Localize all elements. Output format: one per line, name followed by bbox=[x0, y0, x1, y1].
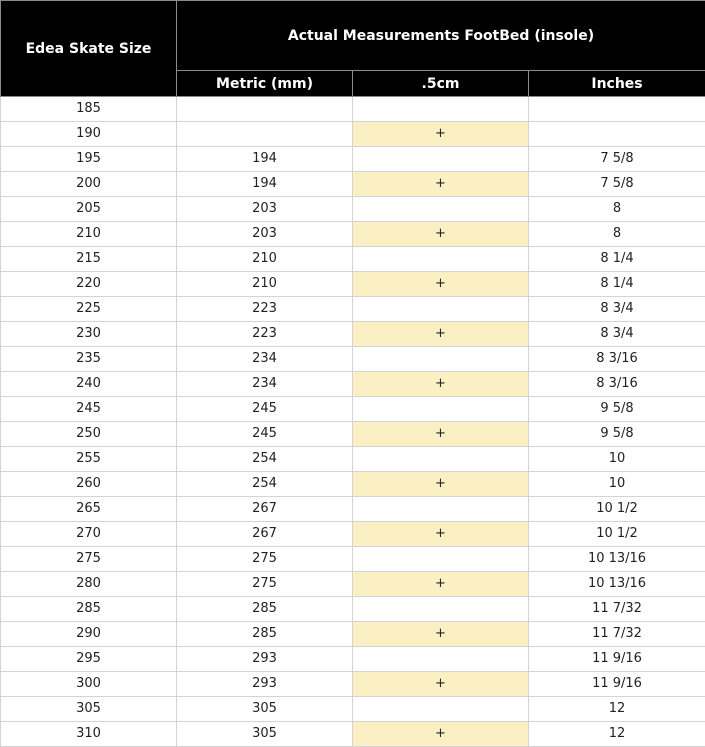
table-row bbox=[1, 697, 705, 722]
inches-cell: 7 5/8 bbox=[529, 172, 705, 197]
size-cell: 200 bbox=[1, 172, 177, 197]
metric-cell: 267 bbox=[177, 522, 353, 547]
inches-cell: 9 5/8 bbox=[529, 422, 705, 447]
inches-cell: 8 1/4 bbox=[529, 272, 705, 297]
metric-cell: 245 bbox=[177, 422, 353, 447]
half-cm-cell bbox=[353, 697, 529, 722]
half-cm-cell: + bbox=[353, 222, 529, 247]
inches-cell: 10 bbox=[529, 472, 705, 497]
skate-size-header: Edea Skate Size bbox=[1, 1, 177, 97]
metric-cell: 254 bbox=[177, 447, 353, 472]
size-cell: 280 bbox=[1, 572, 177, 597]
metric-cell: 245 bbox=[177, 397, 353, 422]
inches-cell: 8 3/16 bbox=[529, 347, 705, 372]
metric-cell: 234 bbox=[177, 347, 353, 372]
inches-cell: 10 13/16 bbox=[529, 547, 705, 572]
size-cell: 225 bbox=[1, 297, 177, 322]
metric-cell bbox=[177, 97, 353, 122]
metric-cell: 194 bbox=[177, 147, 353, 172]
size-cell: 260 bbox=[1, 472, 177, 497]
table-body bbox=[1, 97, 705, 747]
metric-cell: 267 bbox=[177, 497, 353, 522]
measurements-group-header: Actual Measurements FootBed (insole) bbox=[177, 1, 705, 71]
metric-cell: 275 bbox=[177, 572, 353, 597]
half-cm-cell bbox=[353, 197, 529, 222]
half-cm-cell: + bbox=[353, 322, 529, 347]
metric-cell: 194 bbox=[177, 172, 353, 197]
table-row bbox=[1, 547, 705, 572]
half-cm-cell bbox=[353, 347, 529, 372]
size-cell: 190 bbox=[1, 122, 177, 147]
table-row bbox=[1, 122, 705, 147]
table-row bbox=[1, 372, 705, 397]
half-cm-cell bbox=[353, 497, 529, 522]
size-cell: 210 bbox=[1, 222, 177, 247]
metric-cell: 285 bbox=[177, 622, 353, 647]
size-cell: 305 bbox=[1, 697, 177, 722]
inches-cell: 12 bbox=[529, 722, 705, 747]
inches-cell bbox=[529, 97, 705, 122]
size-cell: 230 bbox=[1, 322, 177, 347]
size-cell: 205 bbox=[1, 197, 177, 222]
half-cm-cell bbox=[353, 647, 529, 672]
inches-cell: 11 9/16 bbox=[529, 647, 705, 672]
size-cell: 310 bbox=[1, 722, 177, 747]
inches-cell: 10 bbox=[529, 447, 705, 472]
metric-cell bbox=[177, 122, 353, 147]
table-row bbox=[1, 197, 705, 222]
table-row bbox=[1, 147, 705, 172]
metric-cell: 210 bbox=[177, 272, 353, 297]
inches-cell: 10 1/2 bbox=[529, 497, 705, 522]
size-cell: 270 bbox=[1, 522, 177, 547]
half-cm-cell: + bbox=[353, 622, 529, 647]
table-row bbox=[1, 422, 705, 447]
inches-cell: 11 7/32 bbox=[529, 622, 705, 647]
half-cm-cell: + bbox=[353, 722, 529, 747]
size-cell: 285 bbox=[1, 597, 177, 622]
half-cm-cell bbox=[353, 247, 529, 272]
metric-cell: 223 bbox=[177, 322, 353, 347]
metric-header: Metric (mm) bbox=[177, 71, 353, 97]
table-row bbox=[1, 97, 705, 122]
size-cell: 255 bbox=[1, 447, 177, 472]
half-cm-cell bbox=[353, 447, 529, 472]
table-row bbox=[1, 597, 705, 622]
half-cm-cell: + bbox=[353, 422, 529, 447]
size-cell: 220 bbox=[1, 272, 177, 297]
size-cell: 250 bbox=[1, 422, 177, 447]
inches-cell: 8 3/16 bbox=[529, 372, 705, 397]
inches-header: Inches bbox=[529, 71, 705, 97]
metric-cell: 285 bbox=[177, 597, 353, 622]
size-cell: 215 bbox=[1, 247, 177, 272]
inches-cell: 8 3/4 bbox=[529, 322, 705, 347]
table-row bbox=[1, 322, 705, 347]
size-cell: 185 bbox=[1, 97, 177, 122]
half-cm-cell bbox=[353, 297, 529, 322]
half-cm-cell: + bbox=[353, 272, 529, 297]
metric-cell: 275 bbox=[177, 547, 353, 572]
table-row bbox=[1, 572, 705, 597]
metric-cell: 305 bbox=[177, 697, 353, 722]
metric-cell: 293 bbox=[177, 647, 353, 672]
table-row bbox=[1, 472, 705, 497]
metric-cell: 203 bbox=[177, 197, 353, 222]
half-cm-cell bbox=[353, 547, 529, 572]
inches-cell: 9 5/8 bbox=[529, 397, 705, 422]
inches-cell: 12 bbox=[529, 697, 705, 722]
table-row bbox=[1, 622, 705, 647]
table-row bbox=[1, 172, 705, 197]
table-row bbox=[1, 297, 705, 322]
half-cm-cell: + bbox=[353, 372, 529, 397]
table-row bbox=[1, 247, 705, 272]
half-cm-cell: + bbox=[353, 172, 529, 197]
half-cm-cell: + bbox=[353, 672, 529, 697]
inches-cell: 10 1/2 bbox=[529, 522, 705, 547]
header-row-top bbox=[1, 1, 705, 71]
size-cell: 235 bbox=[1, 347, 177, 372]
metric-cell: 293 bbox=[177, 672, 353, 697]
half-cm-cell: + bbox=[353, 122, 529, 147]
table-row bbox=[1, 447, 705, 472]
size-cell: 265 bbox=[1, 497, 177, 522]
half-cm-cell: + bbox=[353, 572, 529, 597]
table-row bbox=[1, 347, 705, 372]
inches-cell: 11 9/16 bbox=[529, 672, 705, 697]
table-row bbox=[1, 397, 705, 422]
half-cm-cell bbox=[353, 97, 529, 122]
table-header bbox=[1, 1, 705, 97]
metric-cell: 305 bbox=[177, 722, 353, 747]
size-cell: 195 bbox=[1, 147, 177, 172]
half-cm-cell: + bbox=[353, 472, 529, 497]
size-cell: 240 bbox=[1, 372, 177, 397]
size-cell: 290 bbox=[1, 622, 177, 647]
inches-cell: 8 bbox=[529, 222, 705, 247]
size-cell: 300 bbox=[1, 672, 177, 697]
size-cell: 295 bbox=[1, 647, 177, 672]
metric-cell: 234 bbox=[177, 372, 353, 397]
table-row bbox=[1, 272, 705, 297]
table-row bbox=[1, 722, 705, 747]
inches-cell: 11 7/32 bbox=[529, 597, 705, 622]
size-cell: 245 bbox=[1, 397, 177, 422]
inches-cell: 7 5/8 bbox=[529, 147, 705, 172]
inches-cell: 8 bbox=[529, 197, 705, 222]
inches-cell: 10 13/16 bbox=[529, 572, 705, 597]
size-cell: 275 bbox=[1, 547, 177, 572]
table-row bbox=[1, 672, 705, 697]
table-row bbox=[1, 647, 705, 672]
half-cm-cell: + bbox=[353, 522, 529, 547]
metric-cell: 203 bbox=[177, 222, 353, 247]
half-cm-cell bbox=[353, 597, 529, 622]
inches-cell bbox=[529, 122, 705, 147]
metric-cell: 254 bbox=[177, 472, 353, 497]
half-cm-header: .5cm bbox=[353, 71, 529, 97]
table-row bbox=[1, 222, 705, 247]
table-row bbox=[1, 522, 705, 547]
inches-cell: 8 1/4 bbox=[529, 247, 705, 272]
half-cm-cell bbox=[353, 397, 529, 422]
inches-cell: 8 3/4 bbox=[529, 297, 705, 322]
metric-cell: 210 bbox=[177, 247, 353, 272]
table-row bbox=[1, 497, 705, 522]
half-cm-cell bbox=[353, 147, 529, 172]
metric-cell: 223 bbox=[177, 297, 353, 322]
